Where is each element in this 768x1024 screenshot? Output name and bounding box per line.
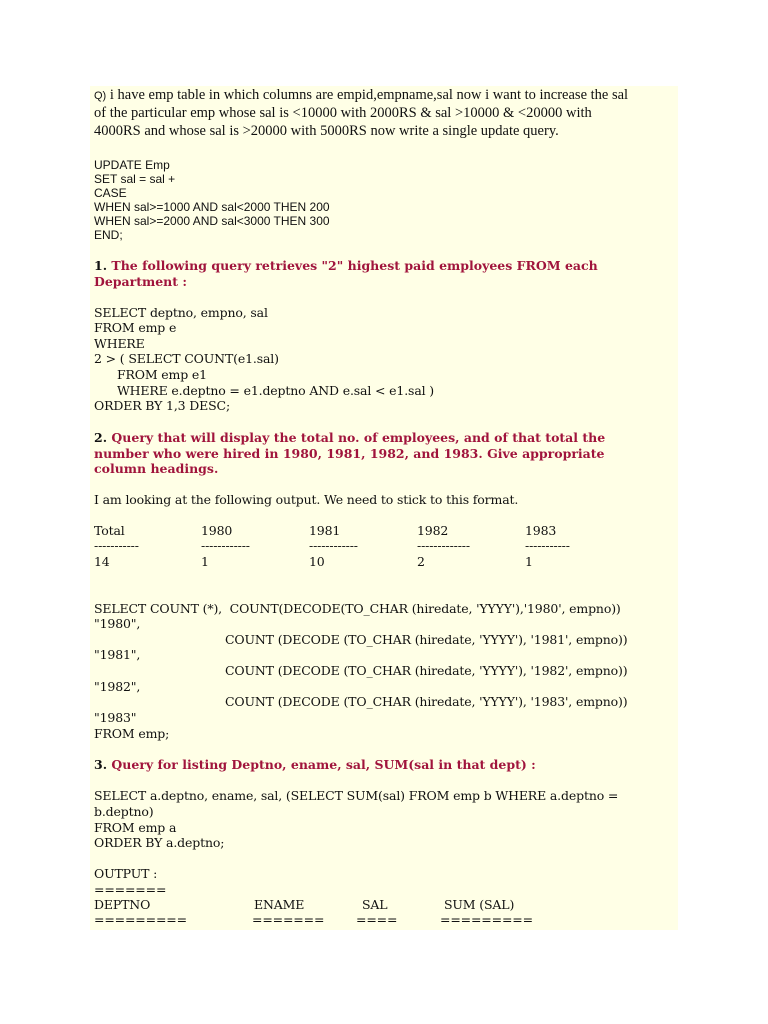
output-separator: ----------- bbox=[525, 538, 570, 553]
output-separator: ------------ bbox=[309, 538, 358, 553]
section-2-code-line: "1983" bbox=[94, 710, 137, 725]
output-header-cell: DEPTNO bbox=[94, 897, 151, 912]
section-2-code-line: COUNT (DECODE (TO_CHAR (hiredate, 'YYYY'), '1983', empno)) bbox=[225, 694, 628, 709]
section-1-code-line: FROM emp e1 bbox=[94, 367, 207, 382]
update-code-line: END; bbox=[94, 228, 123, 242]
update-code-line: SET sal = sal + bbox=[94, 172, 176, 186]
output-value-cell: 10 bbox=[309, 554, 325, 569]
output-header-cell: Total bbox=[94, 523, 125, 538]
update-code-line: WHEN sal>=1000 AND sal<2000 THEN 200 bbox=[94, 200, 330, 214]
output-separator: ------------- bbox=[417, 538, 470, 553]
question-line-2: of the particular emp whose sal is <10000 with 2000RS & sal >10000 & <20000 with bbox=[94, 105, 592, 121]
update-code-line: CASE bbox=[94, 186, 127, 200]
output-header-cell: SUM (SAL) bbox=[444, 897, 515, 912]
output-header-cell: 1982 bbox=[417, 523, 449, 538]
output-value-cell: 1 bbox=[201, 554, 209, 569]
output-rule: ======= bbox=[94, 882, 167, 897]
section-2-code-line: COUNT (DECODE (TO_CHAR (hiredate, 'YYYY'), '1981', empno)) bbox=[225, 632, 628, 647]
output-separator: ======= bbox=[252, 912, 325, 927]
output-separator: ==== bbox=[356, 912, 398, 927]
section-2-heading: 2. Query that will display the total no. of employees, and of that total the bbox=[94, 430, 606, 445]
section-2-code-line: "1982", bbox=[94, 679, 141, 694]
section-3-code-line: ORDER BY a.deptno; bbox=[94, 835, 225, 850]
output-separator: ----------- bbox=[94, 538, 139, 553]
section-1-heading-cont: Department : bbox=[94, 274, 187, 289]
update-code-line: WHEN sal>=2000 AND sal<3000 THEN 300 bbox=[94, 214, 330, 228]
section-3-code-line: b.deptno) bbox=[94, 804, 154, 819]
section-3-code-line: SELECT a.deptno, ename, sal, (SELECT SUM(sal) FROM emp b WHERE a.deptno = bbox=[94, 788, 619, 803]
section-2-code-line: FROM emp; bbox=[94, 726, 170, 741]
output-header-cell: 1983 bbox=[525, 523, 557, 538]
section-1-code-line: WHERE bbox=[94, 336, 145, 351]
section-1-code-line: SELECT deptno, empno, sal bbox=[94, 305, 268, 320]
section-1-code-line: FROM emp e bbox=[94, 320, 177, 335]
section-2-code-line: "1980", bbox=[94, 616, 141, 631]
section-2-code-line: "1981", bbox=[94, 647, 141, 662]
question-line-1: Q) i have emp table in which columns are empid,empname,sal now i want to increase the sal bbox=[94, 87, 629, 103]
section-1-code-line: WHERE e.deptno = e1.deptno AND e.sal < e1.sal ) bbox=[94, 383, 435, 398]
section-2-heading-cont: column headings. bbox=[94, 461, 219, 476]
output-value-cell: 1 bbox=[525, 554, 533, 569]
question-line-3: 4000RS and whose sal is >20000 with 5000RS now write a single update query. bbox=[94, 123, 559, 139]
update-code-line: UPDATE Emp bbox=[94, 158, 170, 172]
output-value-cell: 2 bbox=[417, 554, 425, 569]
section-2-code-line: COUNT (DECODE (TO_CHAR (hiredate, 'YYYY'), '1982', empno)) bbox=[225, 663, 628, 678]
section-3-code-line: FROM emp a bbox=[94, 820, 177, 835]
question-label: Q) bbox=[94, 90, 107, 102]
section-1-code-line: 2 > ( SELECT COUNT(e1.sal) bbox=[94, 351, 279, 366]
output-header-cell: ENAME bbox=[254, 897, 305, 912]
output-value-cell: 14 bbox=[94, 554, 110, 569]
output-header-cell: 1981 bbox=[309, 523, 341, 538]
output-header-cell: SAL bbox=[362, 897, 388, 912]
output-label: OUTPUT : bbox=[94, 866, 158, 881]
output-separator: ------------ bbox=[201, 538, 250, 553]
section-2-heading-cont: number who were hired in 1980, 1981, 1982, and 1983. Give appropriate bbox=[94, 446, 605, 461]
output-separator: ========= bbox=[94, 912, 187, 927]
output-separator: ========= bbox=[440, 912, 533, 927]
section-3-heading: 3. Query for listing Deptno, ename, sal, SUM(sal in that dept) : bbox=[94, 757, 536, 772]
section-2-code-line: SELECT COUNT (*), COUNT(DECODE(TO_CHAR (hiredate, 'YYYY'),'1980', empno)) bbox=[94, 601, 621, 616]
output-header-cell: 1980 bbox=[201, 523, 233, 538]
section-1-code-line: ORDER BY 1,3 DESC; bbox=[94, 398, 231, 413]
section-1-heading: 1. The following query retrieves "2" highest paid employees FROM each bbox=[94, 258, 598, 273]
section-2-note: I am looking at the following output. We need to stick to this format. bbox=[94, 492, 519, 507]
